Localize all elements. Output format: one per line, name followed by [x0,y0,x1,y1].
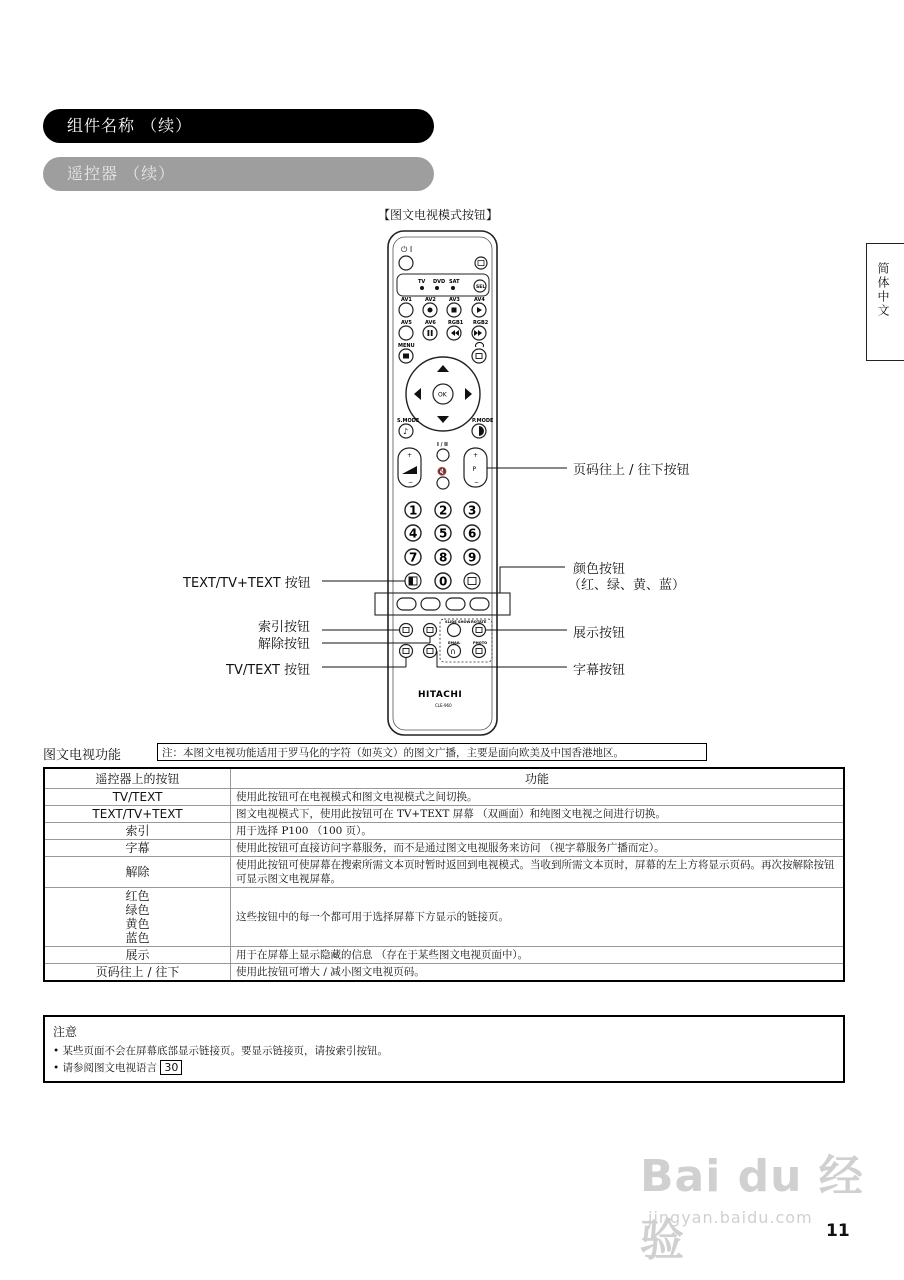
power-button[interactable] [399,256,413,270]
dual-sound-button[interactable] [437,449,449,461]
digit-label-9: 9 [468,550,477,565]
av6-label: AV6 [425,320,436,326]
table-cell-key: 展示 [44,947,231,964]
menu-label: MENU [398,343,415,349]
table-row [44,964,844,982]
table-header-button: 遥控器上的按钮 [44,768,231,789]
callout-tv-text: TV/TEXT 按钮 [226,663,311,678]
digit-label-2: 2 [439,503,448,518]
table-cell-key: 索引 [44,823,231,840]
table-row [44,888,844,947]
index-button[interactable] [400,624,413,637]
watermark-url: jingyan.baidu.com [648,1208,813,1227]
notes-title: 注意 [53,1025,78,1039]
digit-label-8: 8 [439,550,448,565]
digit-label-7: 7 [409,550,418,565]
return-button[interactable] [472,349,486,363]
digit-label-3: 3 [468,503,477,518]
slideshow-label: SLIDE SHOW [445,620,471,624]
headphone-icon: ∩ [450,647,456,656]
digit-label-1: 1 [409,503,418,518]
subtitle-button[interactable] [424,645,437,658]
yellow-button[interactable] [446,598,465,610]
callout-line-color [500,567,565,593]
table-row [44,840,844,857]
email-label: EMAIL [448,641,461,645]
av3-label: AV3 [449,297,460,303]
dual-sound-label: I / II [437,442,448,448]
p-label: P [472,466,477,473]
digit-label-5: 5 [439,526,448,541]
pause-icon-right [431,330,433,336]
key-line-red: 红色 [125,889,150,903]
callout-index: 索引按钮 [258,620,311,635]
table-cell-key: TEXT/TV+TEXT [44,806,231,823]
callout-page-up-down: 页码往上 / 往下按钮 [573,463,690,478]
red-button[interactable] [397,598,416,610]
teletext-function-table [43,767,845,982]
photo-label: PHOTO [473,641,488,645]
callout-text-tv-text: TEXT/TV+TEXT 按钮 [183,576,311,591]
av1-button[interactable] [399,303,413,317]
teletext-section-title: 图文电视功能 [43,748,122,763]
volume-plus-mark: + [407,452,413,459]
table-cell-value: 这些按钮中的每一个都可用于选择屏幕下方显示的链接页。 [231,888,845,947]
av5-button[interactable] [399,326,413,340]
section-header: 组件名称 （续） [43,109,434,143]
green-button[interactable] [421,598,440,610]
table-cell-key [44,888,231,947]
table-cell-value: 使用此按钮可直接访问字幕服务，而不是通过图文电视服务来访问 （视字幕服务广播而定）。 [231,840,845,857]
table-cell-key: 页码往上 / 往下 [44,964,231,982]
watermark-brand: Bai du 经验 [640,1151,864,1266]
source-led-sat [451,286,455,290]
hold-button[interactable] [464,573,480,589]
note-text: 某些页面不会在屏幕底部显示链接页。要显示链接页，请按索引按钮。 [62,1045,389,1057]
number-pad [405,502,480,565]
callout-reveal: 展示按钮 [573,626,626,641]
note-item: • 请参阅图文电视语言 30 [53,1060,835,1077]
table-cell-value: 使用此按钮可增大 / 减小图文电视页码。 [231,964,845,982]
page-reference-link[interactable]: 30 [160,1060,182,1075]
baidu-watermark [640,1140,904,1268]
digit-label-4: 4 [409,526,418,541]
blue-button[interactable] [470,598,489,610]
page-plus-mark: + [473,452,479,459]
table-header-row [44,768,844,789]
smode-label: S.MODE [397,418,420,424]
callout-color-buttons: 颜色按钮 [573,562,626,577]
digit-label-0: 0 [439,574,448,589]
page-number: 11 [826,1221,850,1241]
reveal-button[interactable] [473,624,486,637]
photo-button[interactable] [473,645,486,658]
cancel-button[interactable] [424,624,437,637]
key-line-green: 绿色 [125,903,150,917]
sel-label: SEL [476,285,486,290]
rgb2-label: RGB2 [473,320,489,326]
language-tab-label: 简体中文 [876,262,890,318]
note-text: 请参阅图文电视语言 [62,1062,158,1074]
page-minus-mark: − [474,479,480,486]
table-row [44,857,844,888]
av5-label: AV5 [401,320,412,326]
av1-label: AV1 [401,297,412,303]
table-row [44,789,844,806]
table-row [44,806,844,823]
rotate-label: ROTATE [471,620,487,624]
text-tv-half-fill [409,577,413,585]
tv-text-button[interactable] [400,645,413,658]
source-led-dvd [435,286,439,290]
ok-label: OK [438,391,447,399]
record-icon [428,308,433,313]
note-item: • 某些页面不会在屏幕底部显示链接页。要显示链接页，请按索引按钮。 [53,1045,389,1057]
subsection-header: 遥控器 （续） [43,157,434,191]
table-cell-value: 图文电视模式下，使用此按钮可在 TV+TEXT 屏幕 （双画面）和纯图文电视之间进行切换。 [231,806,845,823]
source-label-tv: TV [418,279,426,285]
table-cell-key: 解除 [44,857,231,888]
table-cell-value: 使用此按钮可在电视模式和图文电视模式之间切换。 [231,789,845,806]
info-button[interactable] [437,477,449,489]
notes-box [43,1015,845,1083]
teletext-section-note: 注：本图文电视功能适用于罗马化的字符（如英文）的图文广播，主要是面向欧美及中国香港地区。 [157,743,707,761]
key-line-blue: 蓝色 [125,931,150,945]
table-cell-value: 使用此按钮可使屏幕在搜索所需文本页时暂时返回到电视模式。当收到所需文本页时，屏幕的左上方将显示页码。再次按解除按钮可显示图文电视屏幕。 [231,857,845,888]
source-label-sat: SAT [449,279,460,285]
model-number: CLE-960 [435,703,452,708]
av2-label: AV2 [425,297,436,303]
rgb1-label: RGB1 [448,320,464,326]
mute-icon: 🔇 [437,467,447,476]
music-note-icon: ♪ [403,427,409,436]
volume-minus-mark: − [408,479,414,486]
stop-icon [452,308,457,313]
table-cell-key: TV/TEXT [44,789,231,806]
callout-color-buttons-detail: （红、绿、黄、蓝） [568,578,686,593]
source-led-tv [420,286,424,290]
tv-screen-button[interactable] [475,257,487,269]
key-line-yellow: 黄色 [125,917,150,931]
av4-label: AV4 [474,297,485,303]
digit-label-6: 6 [468,526,477,541]
table-cell-value: 用于在屏幕上显示隐藏的信息 （存在于某些图文电视页面中）。 [231,947,845,964]
table-row [44,947,844,964]
diagram-title: 【图文电视模式按钮】 [378,208,499,222]
source-label-dvd: DVD [433,279,446,285]
menu-icon [403,354,409,359]
table-row [44,823,844,840]
table-header-function: 功能 [231,768,845,789]
power-label: ⏻ I [401,245,413,254]
slideshow-button[interactable] [448,624,461,637]
table-cell-key: 字幕 [44,840,231,857]
pause-button[interactable] [423,326,437,340]
pmode-label: P.MODE [472,418,494,424]
table-cell-value: 用于选择 P100 （100 页）。 [231,823,845,840]
callout-subtitle: 字幕按钮 [573,663,626,678]
callout-cancel: 解除按钮 [258,637,311,652]
pause-icon-left [428,330,430,336]
brand-logo: HITACHI [418,690,463,700]
